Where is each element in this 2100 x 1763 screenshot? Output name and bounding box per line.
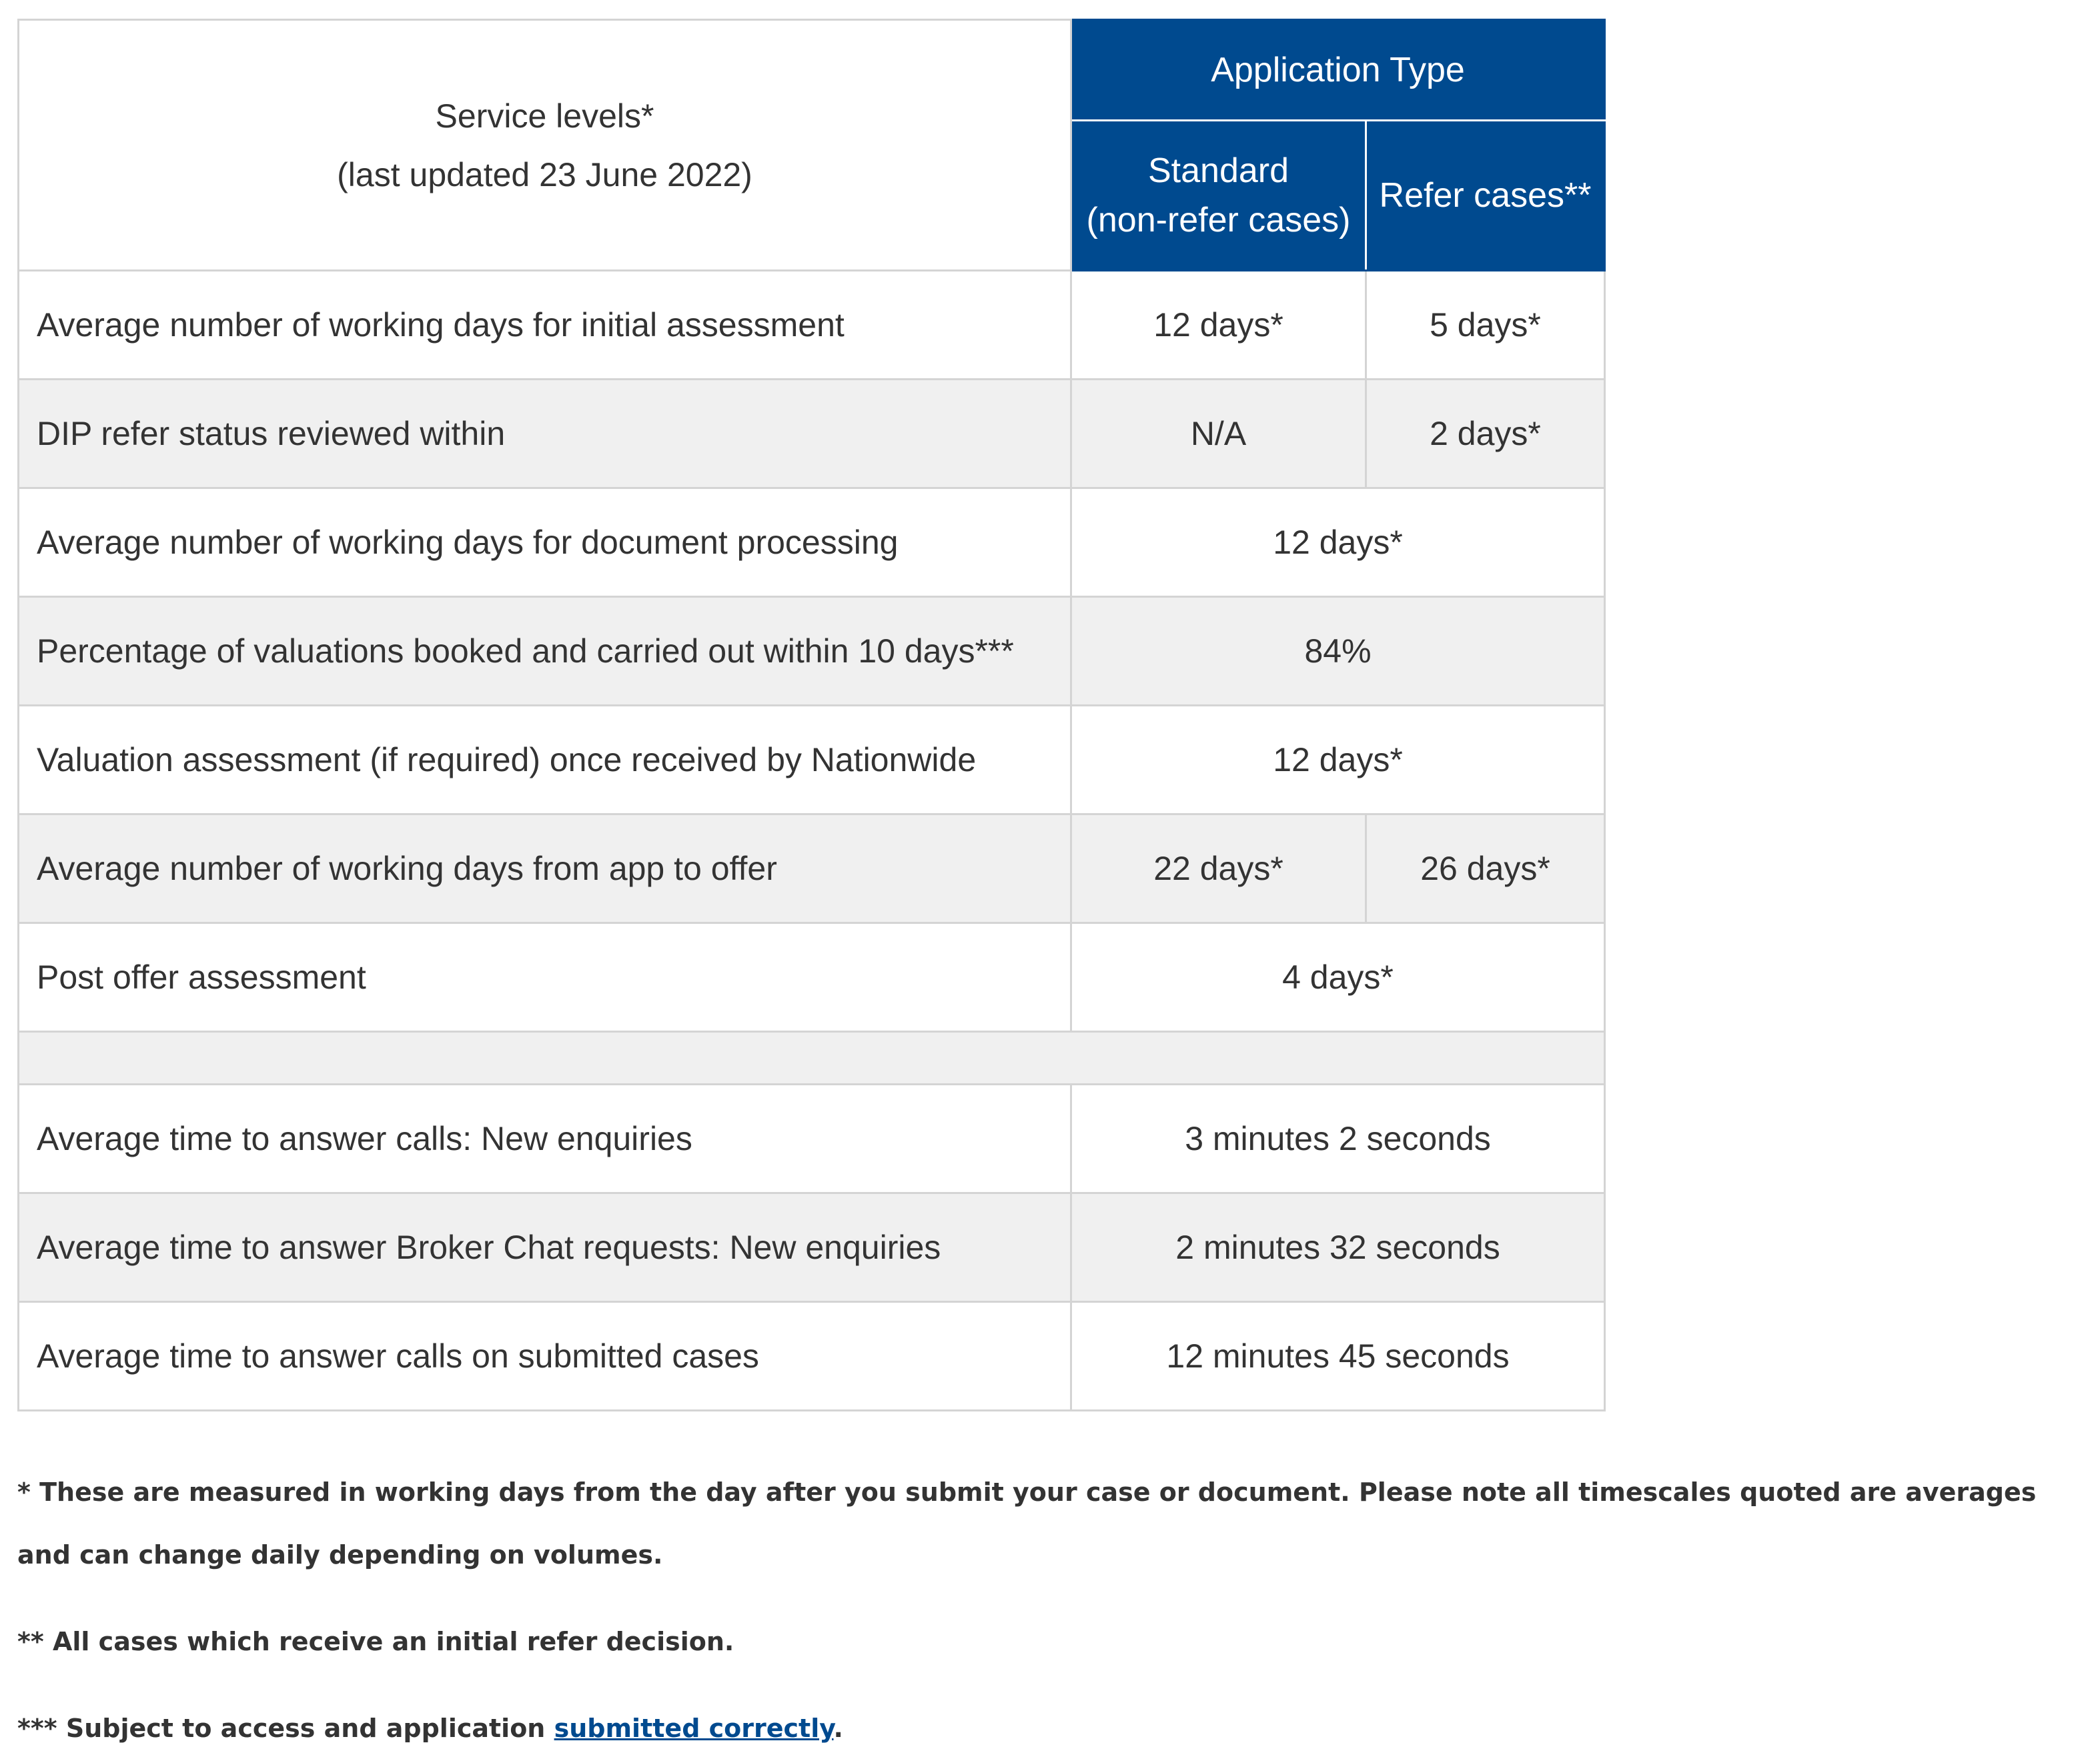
table-row <box>19 1302 1605 1411</box>
row-label: DIP refer status reviewed within <box>19 380 1071 488</box>
row-label: Average time to answer Broker Chat requests: New enquiries <box>19 1193 1071 1302</box>
combined-value: 12 days* <box>1071 706 1605 814</box>
combined-value: 2 minutes 32 seconds <box>1071 1193 1605 1302</box>
standard-heading-line2: (non-refer cases) <box>1086 201 1351 239</box>
footnote-refer-decision: ** All cases which receive an initial refer decision. <box>17 1627 734 1656</box>
refer-value: 2 days* <box>1366 380 1605 488</box>
standard-value: 22 days* <box>1071 814 1366 923</box>
table-row <box>19 271 1605 380</box>
service-levels-title: Service levels* <box>435 97 654 135</box>
last-updated-text: (last updated 23 June 2022) <box>337 155 752 193</box>
refer-value: 26 days* <box>1366 814 1605 923</box>
footnote-access-suffix: . <box>833 1714 843 1743</box>
submitted-correctly-link[interactable]: submitted correctly <box>554 1714 834 1743</box>
table-row <box>19 1193 1605 1302</box>
refer-value: 5 days* <box>1366 271 1605 380</box>
spacer-cell <box>19 1032 1605 1085</box>
combined-value: 12 days* <box>1071 488 1605 597</box>
service-levels-heading <box>19 20 1071 271</box>
row-label: Post offer assessment <box>19 923 1071 1032</box>
service-levels-table <box>17 19 1606 1411</box>
footnote-working-days: * These are measured in working days from the day after you submit your case or document. Please note all timescales quoted are averages and can change daily depending on volumes. <box>17 1478 2037 1570</box>
row-label: Average number of working days from app to offer <box>19 814 1071 923</box>
table-row <box>19 488 1605 597</box>
footnote-access <box>17 1697 2085 1760</box>
row-label: Average time to answer calls: New enquiries <box>19 1085 1071 1193</box>
table-row <box>19 814 1605 923</box>
standard-value: N/A <box>1071 380 1366 488</box>
combined-value: 4 days* <box>1071 923 1605 1032</box>
row-label: Average number of working days for initial assessment <box>19 271 1071 380</box>
table-row <box>19 923 1605 1032</box>
refer-cases-column-heading: Refer cases** <box>1366 121 1605 271</box>
row-label: Percentage of valuations booked and carried out within 10 days*** <box>19 597 1071 706</box>
table-row <box>19 706 1605 814</box>
combined-value: 3 minutes 2 seconds <box>1071 1085 1605 1193</box>
service-levels-table-container <box>17 19 1606 1411</box>
footnote-access-prefix: *** Subject to access and application <box>17 1714 554 1743</box>
footnotes <box>17 1461 2085 1760</box>
spacer-row <box>19 1032 1605 1085</box>
header-row-top <box>19 20 1605 121</box>
combined-value: 84% <box>1071 597 1605 706</box>
row-label: Average time to answer calls on submitted cases <box>19 1302 1071 1411</box>
row-label: Average number of working days for document processing <box>19 488 1071 597</box>
application-type-heading: Application Type <box>1071 20 1605 121</box>
standard-heading-line1: Standard <box>1147 151 1289 190</box>
row-label: Valuation assessment (if required) once received by Nationwide <box>19 706 1071 814</box>
standard-column-heading <box>1071 121 1366 271</box>
standard-value: 12 days* <box>1071 271 1366 380</box>
table-row <box>19 597 1605 706</box>
combined-value: 12 minutes 45 seconds <box>1071 1302 1605 1411</box>
table-row <box>19 1085 1605 1193</box>
table-row <box>19 380 1605 488</box>
